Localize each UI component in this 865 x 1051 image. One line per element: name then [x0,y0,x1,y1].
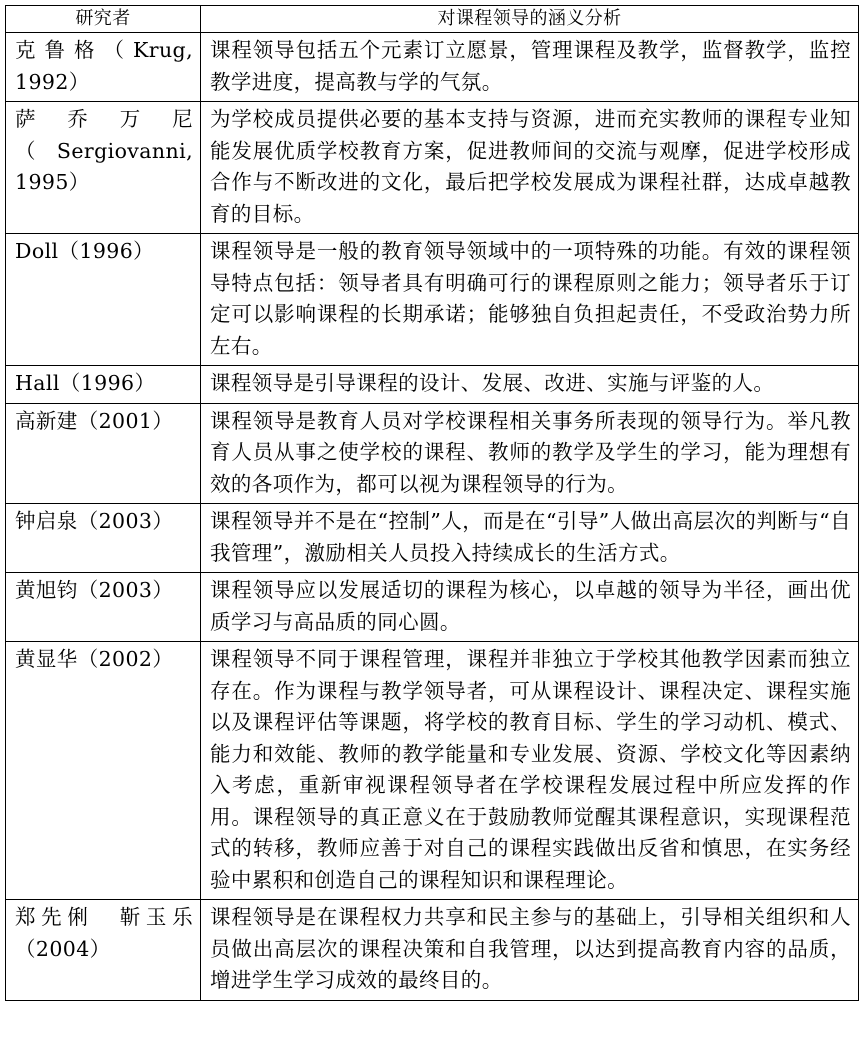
researcher-cell: Doll（1996） [6,234,201,366]
header-meaning-analysis: 对课程领导的涵义分析 [201,6,859,33]
researcher-cell: 高新建（2001） [6,403,201,504]
researcher-cell: 黄旭钧（2003） [6,573,201,642]
meaning-cell: 课程领导是一般的教育领导领域中的一项特殊的功能。有效的课程领导特点包括：领导者具有明确可行的课程原则之能力；领导者乐于订定可以影响课程的长期承诺；能够独自负担起责任，不受政治势力所左右。 [201,234,859,366]
table-row [6,573,859,642]
researcher-cell: Hall（1996） [6,366,201,404]
meaning-cell: 课程领导应以发展适切的课程为核心，以卓越的领导为半径，画出优质学习与高品质的同心圆。 [201,573,859,642]
curriculum-leadership-definitions-table [5,5,859,1001]
header-researcher: 研究者 [6,6,201,33]
meaning-cell: 课程领导是教育人员对学校课程相关事务所表现的领导行为。举凡教育人员从事之使学校的课程、教师的教学及学生的学习，能为理想有效的各项作为，都可以视为课程领导的行为。 [201,403,859,504]
table-row [6,900,859,1001]
table-row [6,504,859,573]
researcher-cell: 萨乔万尼（Sergiovanni, 1995） [6,102,201,234]
researcher-cell: 郑先俐 靳玉乐（2004） [6,900,201,1001]
researcher-cell: 钟启泉（2003） [6,504,201,573]
meaning-cell: 课程领导包括五个元素订立愿景，管理课程及教学，监督教学，监控教学进度，提高教与学的气氛。 [201,33,859,102]
header-row [6,6,859,33]
meaning-cell: 课程领导并不是在“控制”人，而是在“引导”人做出高层次的判断与“自我管理”，激励相关人员投入持续成长的生活方式。 [201,504,859,573]
table-row [6,642,859,900]
table-row [6,366,859,404]
table-row [6,102,859,234]
researcher-cell: 克鲁格（Krug, 1992） [6,33,201,102]
meaning-cell: 课程领导是引导课程的设计、发展、改进、实施与评鉴的人。 [201,366,859,404]
meaning-cell: 课程领导是在课程权力共享和民主参与的基础上，引导相关组织和人员做出高层次的课程决策和自我管理，以达到提高教育内容的品质，增进学生学习成效的最终目的。 [201,900,859,1001]
curriculum-leadership-table-page [5,5,858,1001]
meaning-cell: 为学校成员提供必要的基本支持与资源，进而充实教师的课程专业知能发展优质学校教育方案，促进教师间的交流与观摩，促进学校形成合作与不断改进的文化，最后把学校发展成为课程社群，达成卓越教育的目标。 [201,102,859,234]
meaning-cell: 课程领导不同于课程管理，课程并非独立于学校其他教学因素而独立存在。作为课程与教学领导者，可从课程设计、课程决定、课程实施以及课程评估等课题，将学校的教育目标、学生的学习动机、模式、能力和效能、教师的教学能量和专业发展、资源、学校文化等因素纳入考虑，重新审视课程领导者在学校课程发展过程中所应发挥的作用。课程领导的真正意义在于鼓励教师觉醒其课程意识，实现课程范式的转移，教师应善于对自己的课程实践做出反省和慎思，在实务经验中累积和创造自己的课程知识和课程理论。 [201,642,859,900]
researcher-cell: 黄显华（2002） [6,642,201,900]
table-row [6,234,859,366]
table-row [6,33,859,102]
table-row [6,403,859,504]
